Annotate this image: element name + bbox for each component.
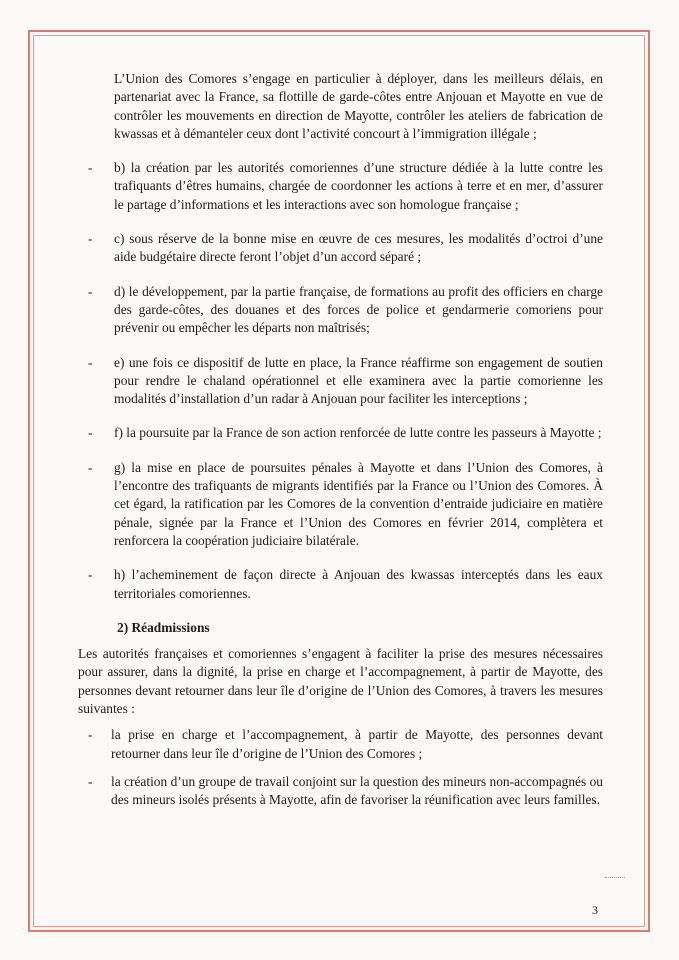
dash-bullet: - (88, 425, 93, 441)
sub-list-item-text: la création d’un groupe de travail conjoint sur la question des mineurs non-accompagnés ou des mineurs isolés présents à Mayotte, afin de favoriser la réunification avec leurs familles. (111, 773, 603, 808)
list-item-h (78, 566, 603, 603)
list-item-e (78, 354, 603, 409)
dash-bullet: - (88, 459, 93, 475)
section-heading: 2) Réadmissions (117, 619, 210, 635)
dash-bullet: - (88, 727, 93, 743)
page-number: 3 (592, 903, 598, 917)
document-body (78, 70, 603, 820)
list-item-text: f) la poursuite par la France de son action renforcée de lutte contre les passeurs à Mayotte ; (114, 425, 602, 441)
list-item-c (78, 230, 603, 267)
scan-smudge (605, 877, 625, 881)
sub-list-item-1 (78, 726, 603, 763)
list-item-d (78, 283, 603, 338)
list-item-b (78, 159, 603, 214)
dash-bullet: - (88, 231, 93, 247)
section-paragraph: Les autorités françaises et comoriennes s’engagent à faciliter la prise des mesures nécessaires pour assurer, dans la dignité, la prise en charge et l’accompagnement, à partir de Mayotte, des personnes devant retourner dans leur île d’origine de l’Union des Comores, à travers les mesures suivantes : (78, 646, 603, 717)
list-item-g (78, 459, 603, 550)
list-item-text: g) la mise en place de poursuites pénales à Mayotte et dans l’Union des Comores, à l’encontre des trafiquants de migrants identifiés par la France ou l’Union des Comores. À cet égard, la ratification par les Comores de la convention d’entraide judiciaire en matière pénale, signée par la France et l’Union des Comores en février 2014, complètera et renforcera la coopération judiciaire bilatérale. (114, 459, 603, 548)
list-item-text: d) le développement, par la partie française, de formations au profit des officiers en charge des garde-côtes, des douanes et des forces de police et gendarmerie comoriens pour prévenir ou empêcher les départs non maîtrisés; (114, 283, 603, 336)
list-item-text: c) sous réserve de la bonne mise en œuvre de ces mesures, les modalités d’octroi d’une aide budgétaire directe feront l’objet d’un accord séparé ; (114, 231, 603, 265)
list-item-text: e) une fois ce dispositif de lutte en place, la France réaffirme son engagement de soutien pour rendre le chaland opérationnel et elle examinera avec la partie comorienne les modalités d’installation d’un radar à Anjouan pour faciliter les interceptions ; (114, 354, 603, 407)
list-item-text: h) l’acheminement de façon directe à Anjouan des kwassas interceptés dans les eaux territoriales comoriennes. (114, 567, 603, 601)
dash-bullet: - (88, 567, 93, 583)
dash-bullet: - (88, 283, 93, 299)
list-item-text: b) la création par les autorités comoriennes d’une structure dédiée à la lutte contre les trafiquants d’êtres humains, chargée de coordonner les actions à terre et en mer, d’assurer le partage d’informations et les interactions avec son homologue française ; (114, 160, 603, 212)
dash-bullet: - (88, 354, 93, 370)
dash-bullet: - (88, 773, 93, 789)
dash-bullet: - (88, 160, 93, 176)
sub-list-item-2 (78, 773, 603, 810)
intro-paragraph: L’Union des Comores s’engage en particulier à déployer, dans les meilleurs délais, en partenariat avec la France, sa flottille de garde-côtes entre Anjouan et Mayotte en vue de contrôler les mouvements en direction de Mayotte, contrôler les ateliers de fabrication de kwassas et à démanteler ceux dont l’activité concourt à l’immigration illégale ; (114, 71, 603, 141)
list-item-f (78, 424, 603, 442)
sub-list-item-text: la prise en charge et l’accompagnement, à partir de Mayotte, des personnes devant retourner dans leur île d’origine de l’Union des Comores ; (111, 727, 603, 761)
